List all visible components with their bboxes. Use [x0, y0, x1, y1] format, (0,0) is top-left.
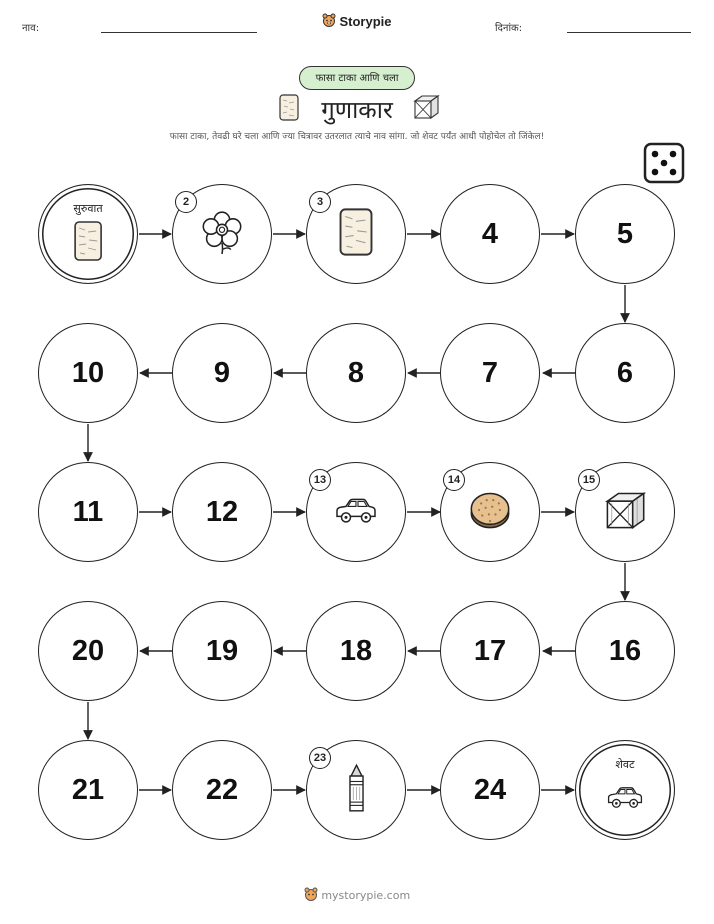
cell-number: 19 — [205, 634, 239, 667]
brand-name: Storypie — [339, 14, 392, 30]
cell-number: 16 — [608, 634, 642, 667]
car-icon — [334, 495, 378, 530]
cell-number: 17 — [473, 634, 507, 667]
page-title: गुणाकार — [321, 96, 393, 124]
board-cell-4[interactable] — [440, 184, 540, 284]
board-cell-17[interactable] — [440, 601, 540, 701]
finish-cell[interactable] — [575, 740, 675, 840]
board-cell-11[interactable] — [38, 462, 138, 562]
finish-label: शेवट — [615, 758, 635, 771]
board-cell-7[interactable] — [440, 323, 540, 423]
cell-number: 12 — [205, 495, 239, 528]
cell-number: 5 — [616, 217, 634, 250]
cell-number: 21 — [71, 773, 105, 806]
footer — [0, 887, 714, 904]
board-cell-21[interactable] — [38, 740, 138, 840]
cell-number: 6 — [616, 356, 634, 389]
storypie-logo-icon — [304, 891, 322, 904]
crayon-icon — [344, 763, 369, 817]
date-label: दिनांक: — [495, 23, 523, 34]
cookie-icon — [468, 488, 512, 536]
car-icon — [606, 784, 644, 815]
start-label: सुरुवात — [73, 202, 103, 215]
cell-number-tag: 23 — [309, 747, 331, 769]
flower-icon — [200, 210, 244, 258]
board-cell-12[interactable] — [172, 462, 272, 562]
cell-number-tag: 3 — [309, 191, 331, 213]
cell-number: 11 — [72, 495, 104, 528]
board-cell-8[interactable] — [306, 323, 406, 423]
cell-number-tag: 14 — [443, 469, 465, 491]
board-cell-22[interactable] — [172, 740, 272, 840]
cell-number: 4 — [481, 217, 499, 250]
cell-number: 8 — [347, 356, 365, 389]
board-cell-18[interactable] — [306, 601, 406, 701]
start-cell[interactable] — [38, 184, 138, 284]
name-label: नाव: — [22, 23, 40, 34]
board-cell-5[interactable] — [575, 184, 675, 284]
cell-number: 20 — [71, 634, 105, 667]
cell-number: 9 — [213, 356, 231, 389]
cell-number: 7 — [481, 356, 499, 389]
board-cell-19[interactable] — [172, 601, 272, 701]
cell-number: 10 — [71, 356, 105, 389]
cell-number: 24 — [473, 773, 507, 806]
board-cell-10[interactable] — [38, 323, 138, 423]
bread-icon — [338, 207, 374, 261]
cell-number: 22 — [205, 773, 239, 806]
board-cell-24[interactable] — [440, 740, 540, 840]
cell-number-tag: 15 — [578, 469, 600, 491]
footer-url[interactable]: mystorypie.com — [321, 889, 411, 902]
board-cell-6[interactable] — [575, 323, 675, 423]
cell-number-tag: 2 — [175, 191, 197, 213]
board-cell-16[interactable] — [575, 601, 675, 701]
instructions: फासा टाका, तेवढी घरे चला आणि ज्या चित्रावर उतरलात त्याचे नाव सांगा. जो शेवट पर्यंत आधी पोहोचेल तो जिंकेल! — [169, 132, 545, 142]
cell-number: 18 — [339, 634, 373, 667]
cell-number-tag: 13 — [309, 469, 331, 491]
crate-icon — [603, 488, 647, 536]
board-cell-9[interactable] — [172, 323, 272, 423]
board-cell-20[interactable] — [38, 601, 138, 701]
game-badge: फासा टाका आणि चला — [299, 66, 415, 90]
bread-icon — [73, 220, 103, 266]
